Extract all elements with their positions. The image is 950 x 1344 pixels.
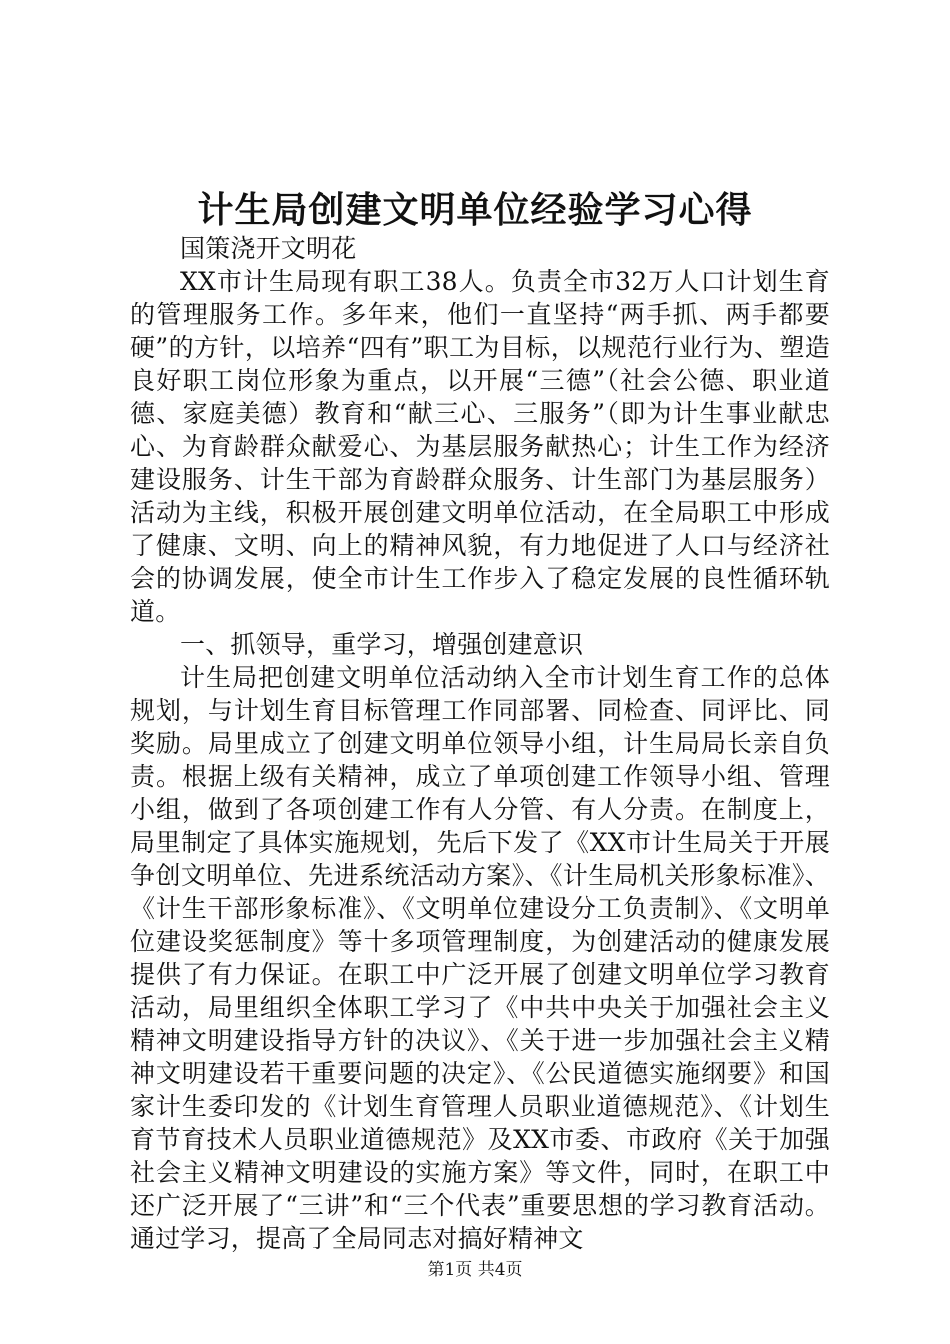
section-heading: 一、抓领导，重学习，增强创建意识 (180, 630, 584, 659)
paragraph: XX市计生局现有职工38人。负责全市32万人口计划生育的管理服务工作。多年来，他们一直坚持“两手抓、两手都要硬”的方针，以培养“四有”职工为目标，以规范行业行为、塑造良好职工岗位形象为重点，以开展“三德”（社会公德、职业道德、家庭美德）教育和“献三心、三服务”（即为计生事业献忠心、为育龄群众献爱心、为基层服务献热心；计生工作为经济建设服务、计生干部为育龄群众服务、计生部门为基层服务）活动为主线，积极开展创建文明单位活动，在全局职工中形成了健康、文明、向上的精神风貌，有力地促进了人口与经济社会的协调发展，使全市计生工作步入了稳定发展的良性循环轨道。 (130, 267, 830, 626)
subtitle: 国策浇开文明花 (180, 234, 357, 263)
page-footer: 第1页 共4页 (427, 1260, 523, 1280)
document-title: 计生局创建文明单位经验学习心得 (197, 189, 753, 231)
paragraph: 计生局把创建文明单位活动纳入全市计划生育工作的总体规划，与计划生育目标管理工作同部署、同检查、同评比、同奖励。局里成立了创建文明单位领导小组，计生局局长亲自负责。根据上级有关精神，成立了单项创建工作领导小组、管理小组，做到了各项创建工作有人分管、有人分责。在制度上，局里制定了具体实施规划，先后下发了《XX市计生局关于开展争创文明单位、先进系统活动方案》、《计生局机关形象标准》、《计生干部形象标准》、《文明单位建设分工负责制》、《文明单位建设奖惩制度》等十多项管理制度，为创建活动的健康发展提供了有力保证。在职工中广泛开展了创建文明单位学习教育活动，局里组织全体职工学习了《中共中央关于加强社会主义精神文明建设指导方针的决议》、《关于进一步加强社会主义精神文明建设若干重要问题的决定》、《公民道德实施纲要》和国家计生委印发的《计划生育管理人员职业道德规范》、《计划生育节育技术人员职业道德规范》及XX市委、市政府《关于加强社会主义精神文明建设的实施方案》等文件，同时，在职工中还广泛开展了“三讲”和“三个代表”重要思想的学习教育活动。通过学习，提高了全局同志对搞好精神文 (130, 663, 830, 1253)
document-body (130, 232, 830, 1255)
